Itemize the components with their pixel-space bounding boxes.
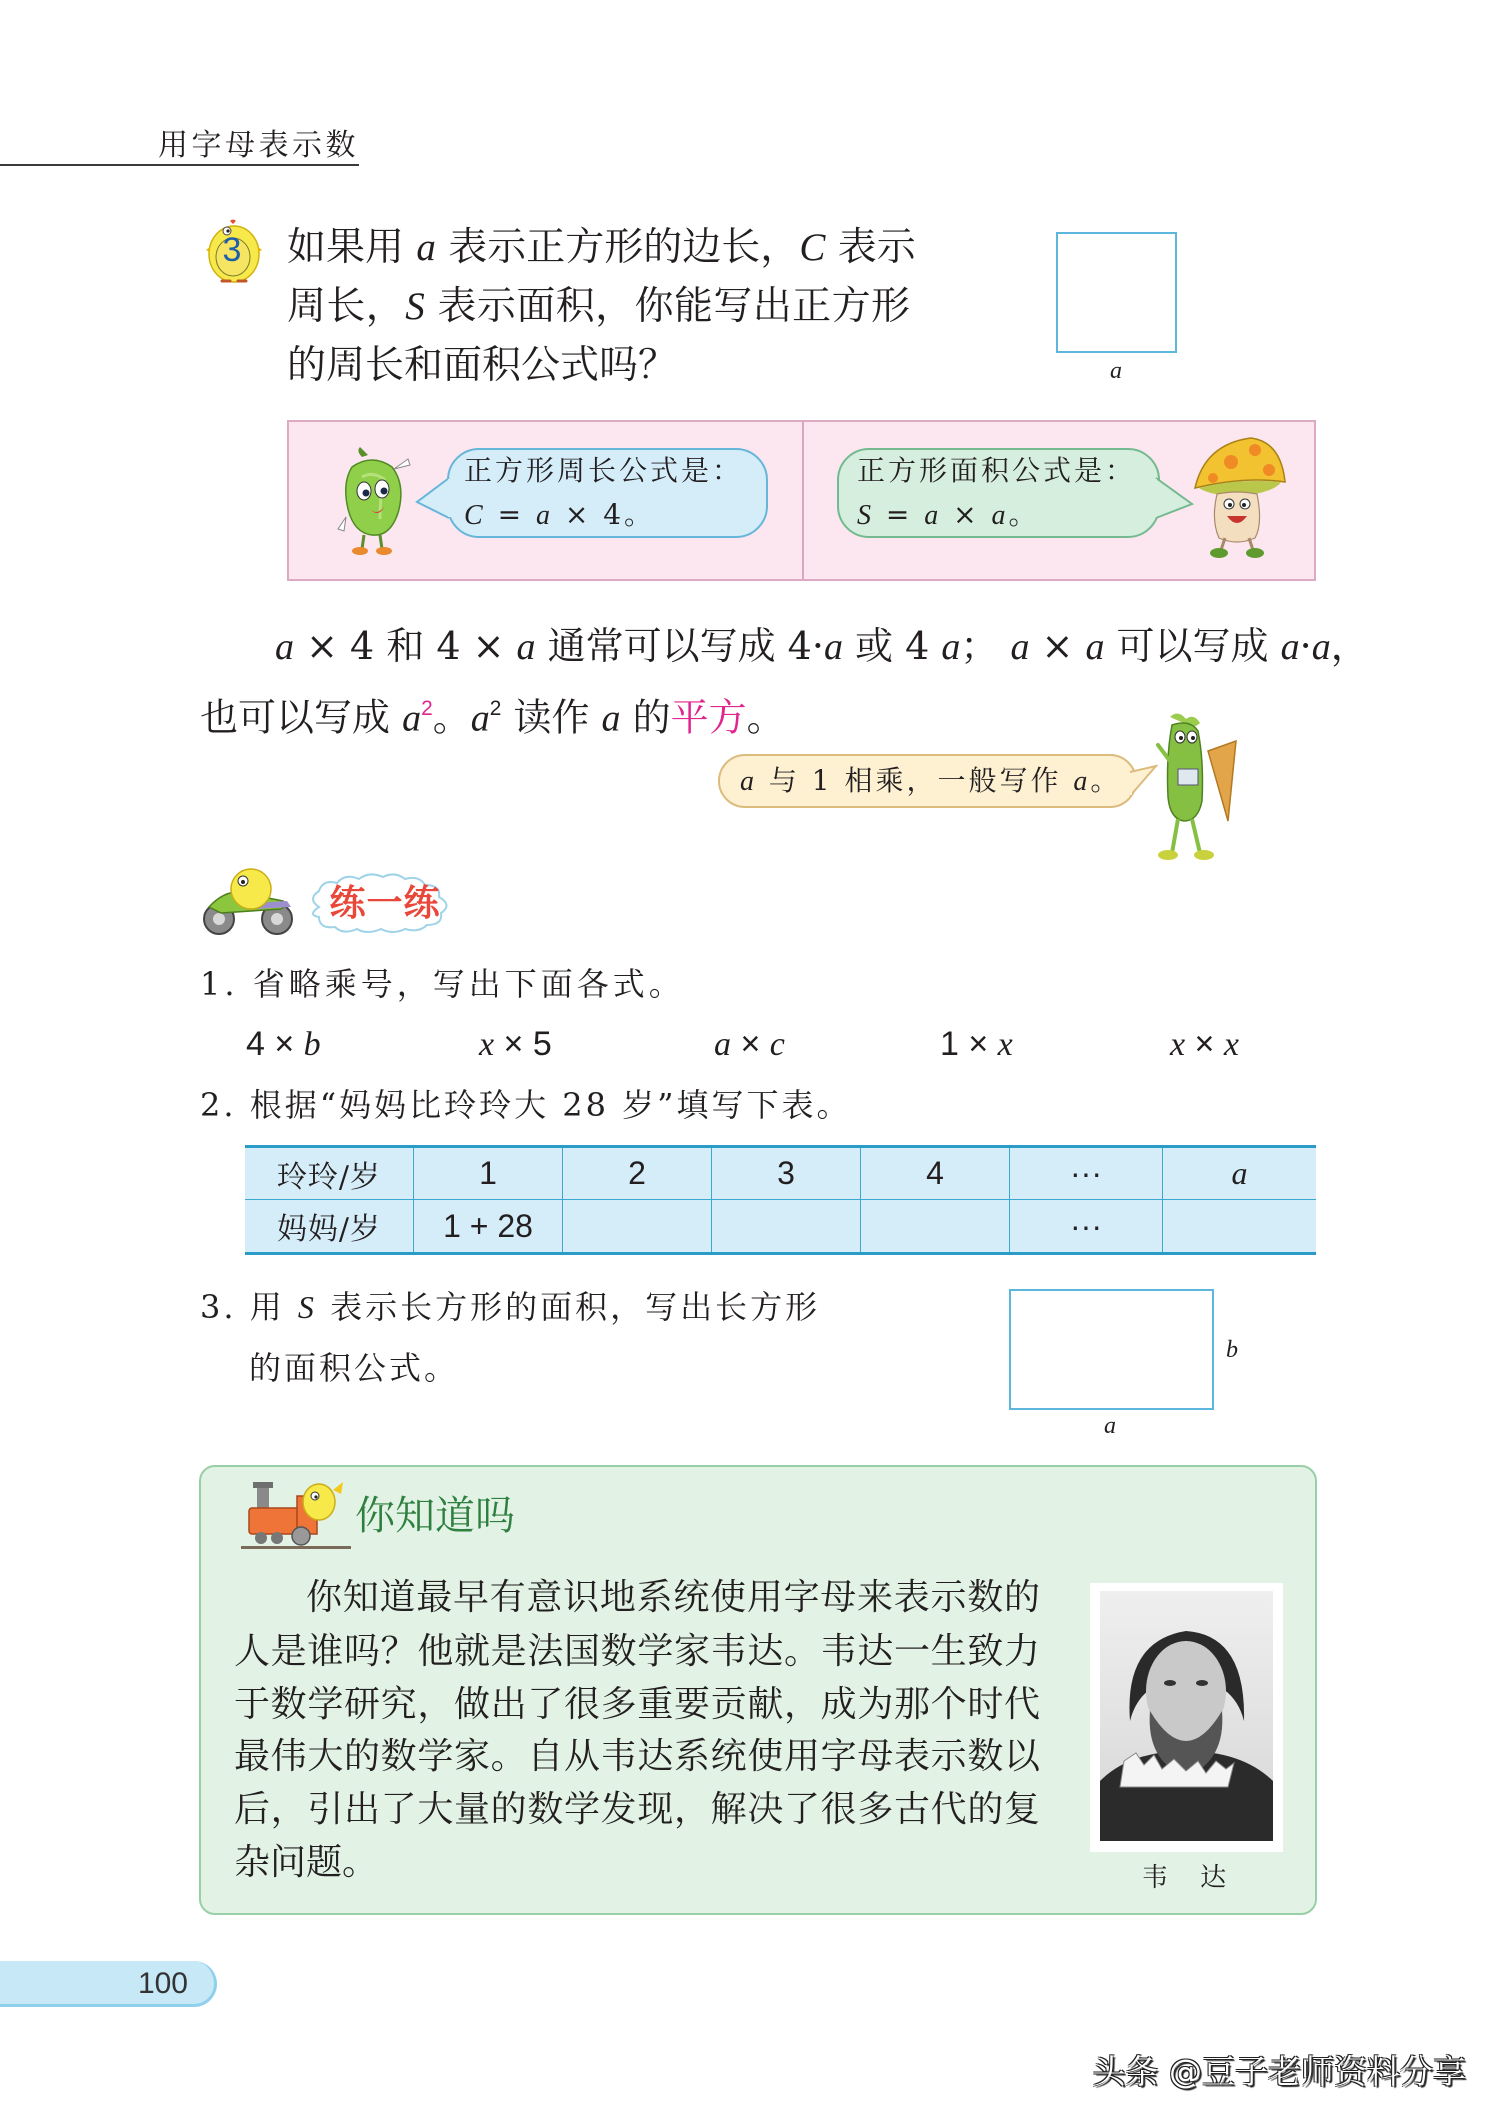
- table-cell-blank: [1162, 1200, 1316, 1252]
- table-cell-blank: [562, 1200, 711, 1252]
- exercise-2-prompt: 2. 根据“妈妈比玲玲大 28 岁”填写下表。: [200, 1086, 852, 1124]
- exercise-3-prompt-line-1: 3. 用 S 表示长方形的面积，写出长方形: [200, 1288, 821, 1326]
- table-row-label: 妈妈/岁: [276, 1212, 382, 1247]
- rectangle-height-label: b: [1226, 1337, 1238, 1363]
- table-cell: 1: [413, 1148, 562, 1200]
- table-cell: 1 + 28: [413, 1200, 562, 1252]
- did-you-know-title: 你知道吗: [355, 1493, 515, 1539]
- header-rule: [0, 164, 359, 166]
- expression-4: 1 × x: [940, 1025, 1013, 1063]
- square-figure: [1056, 232, 1177, 353]
- perimeter-formula-label: 正方形周长公式是：: [464, 454, 744, 487]
- expression-3: a × c: [714, 1025, 785, 1063]
- exercise-3-prompt-line-2: 的面积公式。: [249, 1349, 460, 1387]
- square-side-label: a: [1110, 358, 1122, 384]
- expression-1: 4 × b: [246, 1025, 321, 1063]
- pepper-character-icon: [332, 447, 414, 557]
- portrait-image-icon: [1100, 1591, 1273, 1841]
- table-cell-blank: [711, 1200, 860, 1252]
- info-paragraph-line: 你知道最早有意识地系统使用字母来表示数的: [306, 1577, 1040, 1618]
- motorbike-chick-icon: [199, 867, 299, 937]
- grasshopper-character-icon: [1148, 711, 1244, 863]
- page-number: 100: [137, 1967, 188, 2000]
- info-paragraph-line: 人是谁吗？他就是法国数学家韦达。韦达一生致力: [234, 1631, 1040, 1672]
- table-cell: 2: [562, 1148, 711, 1200]
- rectangle-width-label: a: [1104, 1413, 1116, 1439]
- question-line-2: 周长，S 表示面积，你能写出正方形: [287, 284, 910, 329]
- table-cell: ···: [1009, 1148, 1162, 1200]
- perimeter-formula: C = a × 4。: [464, 498, 656, 531]
- age-table: [245, 1145, 1316, 1255]
- table-cell: 4: [860, 1148, 1009, 1200]
- chapter-header-title: 用字母表示数: [158, 128, 359, 163]
- tip-text: a 与 1 相乘，一般写作 a。: [740, 764, 1122, 797]
- explanation-line-2: 也可以写成 $a^2$。$a^2$ 读作 a 的平方。: [200, 695, 785, 740]
- expression-5: x × x: [1170, 1025, 1239, 1063]
- table-cell: 3: [711, 1148, 860, 1200]
- portrait-caption: 韦 达: [1141, 1863, 1239, 1893]
- rectangle-figure: [1009, 1289, 1214, 1410]
- info-paragraph-line: 后，引出了大量的数学发现，解决了很多古代的复: [234, 1789, 1040, 1830]
- watermark-text: 头条 @豆子老师资料分享: [1092, 2052, 1466, 2091]
- practice-title: 练一练: [329, 883, 441, 924]
- table-cell-blank: [860, 1200, 1009, 1252]
- table-row-label: 玲玲/岁: [245, 1148, 413, 1200]
- question-line-1: 如果用 a 表示正方形的边长，C 表示: [287, 225, 916, 270]
- info-paragraph-line: 于数学研究，做出了很多重要贡献，成为那个时代: [234, 1684, 1040, 1725]
- exercise-1-prompt: 1. 省略乘号，写出下面各式。: [200, 965, 685, 1003]
- explanation-line-1: a × 4 和 4 × a 通常可以写成 4·a 或 4 a； a × a 可以写成 a·a，: [275, 624, 1369, 668]
- bubble-tail-icon: [415, 470, 451, 530]
- formula-box-divider: [802, 422, 804, 579]
- area-formula-label: 正方形面积公式是：: [857, 454, 1137, 487]
- viete-portrait: [1090, 1583, 1283, 1852]
- area-formula: S = a × a。: [857, 498, 1040, 531]
- example-number: 3: [222, 231, 242, 269]
- table-cell: ···: [1009, 1200, 1162, 1252]
- mushroom-character-icon: [1189, 436, 1287, 560]
- table-cell: a: [1162, 1148, 1316, 1200]
- question-line-3: 的周长和面积公式吗？: [287, 343, 678, 388]
- info-paragraph-line: 最伟大的数学家。自从韦达系统使用字母表示数以: [234, 1736, 1040, 1777]
- info-paragraph-line: 杂问题。: [234, 1842, 379, 1883]
- expression-2: x × 5: [479, 1025, 552, 1063]
- train-chick-icon: [241, 1480, 351, 1552]
